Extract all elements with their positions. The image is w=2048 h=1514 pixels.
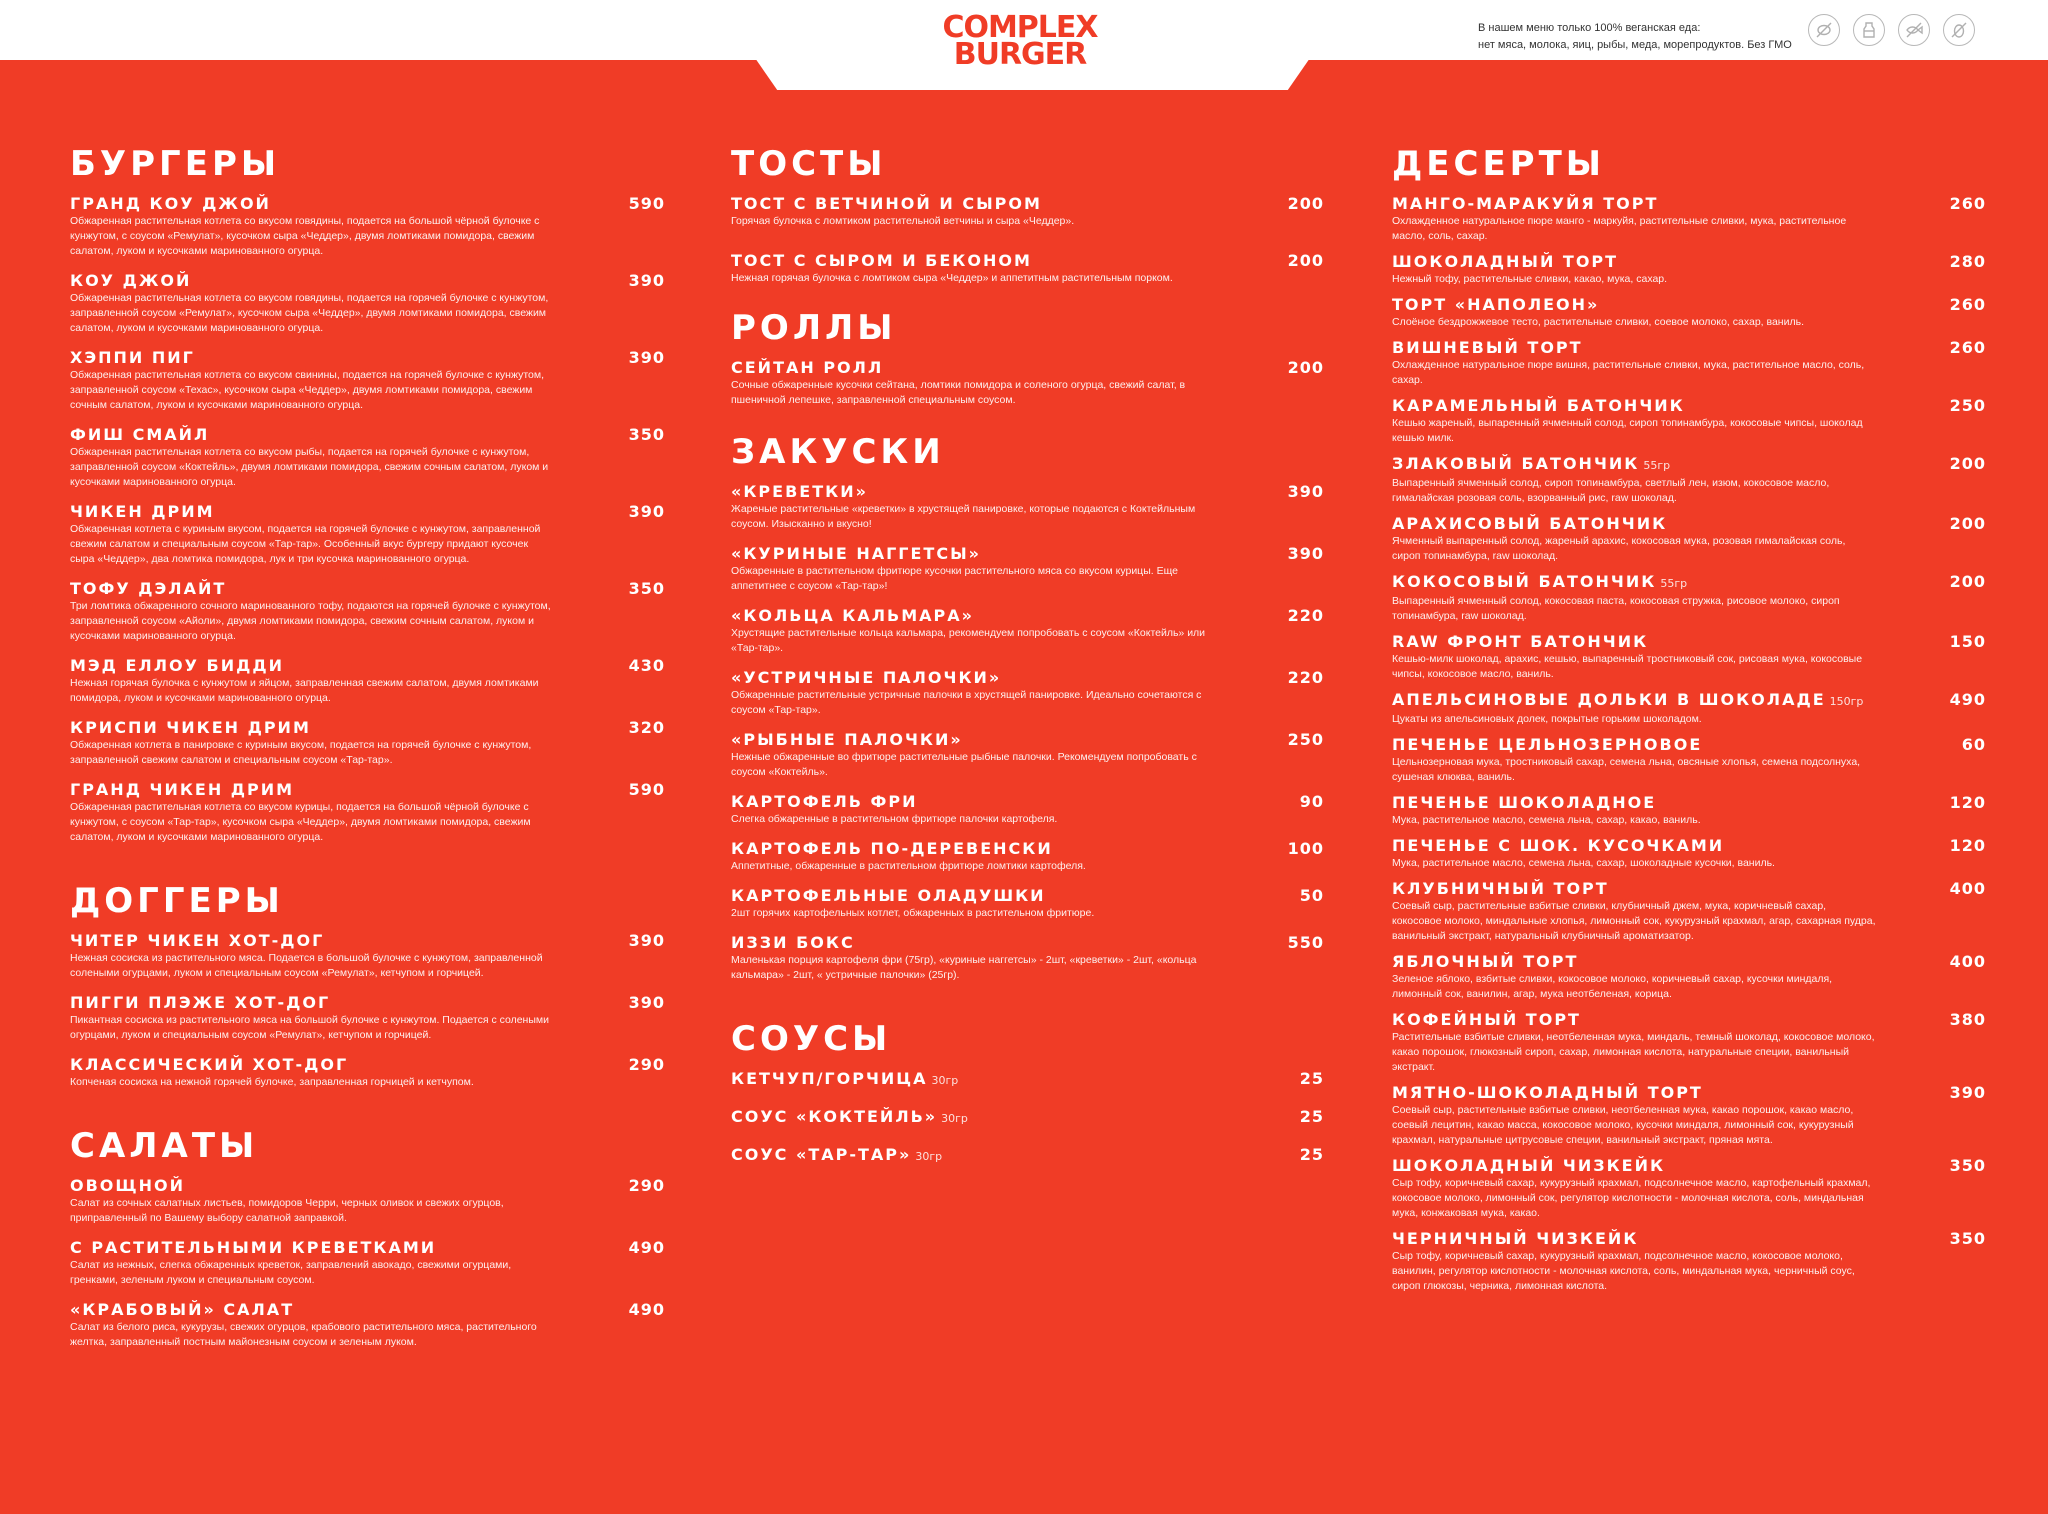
item-price: 250 xyxy=(1949,396,1986,415)
menu-item xyxy=(70,425,665,490)
item-price: 550 xyxy=(1287,933,1324,952)
item-name-line xyxy=(70,348,665,368)
item-name-line xyxy=(70,425,665,445)
item-name: МЭД ЕЛЛОУ БИДДИ xyxy=(70,656,284,675)
item-name-line xyxy=(70,931,665,951)
item-name-line xyxy=(1392,338,1986,358)
item-price: 400 xyxy=(1949,879,1986,898)
item-price: 260 xyxy=(1949,295,1986,314)
item-description: Выпаренный ячменный солод, сироп топинамбура, светлый лен, изюм, кокосовое масло, гималайская розовая соль, взорванный рис, raw шоколад. xyxy=(1392,477,1830,504)
item-description: Кешью жареный, выпаренный ячменный солод, сироп топинамбура, кокосовые чипсы, шоколад кешью милк. xyxy=(1392,417,1863,444)
menu-section xyxy=(731,1019,1324,1167)
item-description: Соевый сыр, растительные взбитые сливки, неотбеленная мука, какао порошок, какао масло, соевый лецитин, какао масса, кокосовое молоко, кусочки миндаля, лимонный сок, кукурузный крахмал, натуральные цитрусовые специи, ванильный экстракт, пряная мята. xyxy=(1392,1104,1854,1146)
menu-item xyxy=(731,544,1324,594)
item-name-line xyxy=(1392,735,1986,755)
diet-badges xyxy=(1808,14,1975,46)
item-price: 260 xyxy=(1949,194,1986,213)
item-name-line xyxy=(70,1055,665,1075)
section-title: ЗАКУСКИ xyxy=(731,432,945,472)
item-name: ЗЛАКОВЫЙ БАТОНЧИК xyxy=(1392,454,1640,473)
item-description: Соевый сыр, растительные взбитые сливки, клубничный джем, мука, коричневый сахар, кокосовое молоко, миндальные хлопья, лимонный сок, кукурузный крахмал, агар, сахарная пудра, ванильный экстракт, натуральный клубничный ароматизатор. xyxy=(1392,900,1876,942)
item-description: Обжаренная котлета в панировке с куриным вкусом, подается на горячей булочке с кунжутом, заправленной свежим салатом и специальным соусом «Тар-тар». xyxy=(70,739,532,766)
item-name: «РЫБНЫЕ ПАЛОЧКИ» xyxy=(731,730,963,749)
item-description: Растительные взбитые сливки, неотбеленная мука, миндаль, темный шоколад, кокосовое молоко, какао порошок, глюкозный сироп, сахар, лимонная кислота, натуральные специи, ванильный экстракт. xyxy=(1392,1031,1875,1073)
item-weight: 55гр xyxy=(1660,577,1688,590)
item-description: Салат из белого риса, кукурузы, свежих огурцов, крабового растительного мяса, растительного желтка, заправленный постным майонезным соусом и зеленым луком. xyxy=(70,1321,537,1348)
item-name-line xyxy=(731,544,1324,564)
menu-item xyxy=(70,993,665,1043)
item-price: 200 xyxy=(1287,358,1324,377)
item-name: КАРАМЕЛЬНЫЙ БАТОНЧИК xyxy=(1392,396,1685,415)
menu-item xyxy=(70,348,665,413)
item-price: 200 xyxy=(1287,194,1324,213)
item-name-line xyxy=(70,271,665,291)
menu-item xyxy=(731,1069,1324,1091)
item-name-line xyxy=(1392,952,1986,972)
menu-item xyxy=(1392,879,1986,944)
menu-item xyxy=(1392,632,1986,682)
item-name-line xyxy=(70,579,665,599)
item-description: Кешью-милк шоколад, арахис, кешью, выпаренный тростниковый сок, рисовая мука, кокосовые чипсы, кокосовое масло, ваниль. xyxy=(1392,653,1863,680)
item-name: КАРТОФЕЛЬ ПО-ДЕРЕВЕНСКИ xyxy=(731,839,1053,858)
menu-item xyxy=(1392,1156,1986,1221)
item-name: АПЕЛЬСИНОВЫЕ ДОЛЬКИ В ШОКОЛАДЕ xyxy=(1392,690,1826,709)
item-name-line xyxy=(1392,1083,1986,1103)
item-name-line xyxy=(1392,295,1986,315)
item-name: ПЕЧЕНЬЕ ЦЕЛЬНОЗЕРНОВОЕ xyxy=(1392,735,1703,754)
item-name: СЕЙТАН РОЛЛ xyxy=(731,358,884,377)
item-price: 390 xyxy=(628,271,665,290)
item-name: С РАСТИТЕЛЬНЫМИ КРЕВЕТКАМИ xyxy=(70,1238,437,1257)
item-name: ТОРТ «НАПОЛЕОН» xyxy=(1392,295,1600,314)
item-name: КАРТОФЕЛЬ ФРИ xyxy=(731,792,918,811)
section-title: СОУСЫ xyxy=(731,1019,892,1059)
item-name-line xyxy=(731,668,1324,688)
menu-item xyxy=(70,271,665,336)
item-price: 380 xyxy=(1949,1010,1986,1029)
item-name: RAW ФРОНТ БАТОНЧИК xyxy=(1392,632,1649,651)
menu-item xyxy=(731,730,1324,780)
item-name: КЕТЧУП/ГОРЧИЦА xyxy=(731,1069,928,1088)
item-name: ВИШНЕВЫЙ ТОРТ xyxy=(1392,338,1583,357)
item-description: Горячая булочка с ломтиком растительной ветчины и сыра «Чеддер». xyxy=(731,215,1075,227)
item-price: 200 xyxy=(1949,454,1986,473)
item-price: 490 xyxy=(1949,690,1986,709)
item-name-line xyxy=(1392,1010,1986,1030)
item-name-line xyxy=(70,993,665,1013)
menu-section xyxy=(70,144,665,845)
item-name-line xyxy=(1392,1229,1986,1249)
item-price: 200 xyxy=(1949,572,1986,591)
item-name: КАРТОФЕЛЬНЫЕ ОЛАДУШКИ xyxy=(731,886,1046,905)
item-description: Обжаренная котлета с куриным вкусом, подается на горячей булочке с кунжутом, заправленной свежим салатом и специальным соусом «Тар-тар». Особенный вкус бургеру придают кусочек сыра «Чеддер», два ломтика помидора, лук и три кусочка маринованного огурца. xyxy=(70,523,541,565)
item-name: ПЕЧЕНЬЕ ШОКОЛАДНОЕ xyxy=(1392,793,1657,812)
item-description: Сыр тофу, коричневый сахар, кукурузный крахмал, подсолнечное масло, картофельный крахмал, кокосовое молоко, лимонный сок, регулятор кислотности - молочная кислота, соль, миндальная мука, конжаковая мука, какао. xyxy=(1392,1177,1871,1219)
section-title: БУРГЕРЫ xyxy=(70,144,281,184)
item-name-line xyxy=(70,780,665,800)
item-name-line xyxy=(731,606,1324,626)
item-price: 490 xyxy=(628,1238,665,1257)
item-list xyxy=(731,358,1324,408)
menu-item xyxy=(731,792,1324,827)
menu-item xyxy=(1392,1229,1986,1294)
menu-item xyxy=(731,194,1324,229)
item-name-line xyxy=(70,1238,665,1258)
item-name: ТОСТ С СЫРОМ И БЕКОНОМ xyxy=(731,251,1032,270)
item-list xyxy=(70,194,665,845)
item-price: 280 xyxy=(1949,252,1986,271)
item-description: Салат из сочных салатных листьев, помидоров Черри, черных оливок и свежих огурцов, приправленный по Вашему выбору салатной заправкой. xyxy=(70,1197,504,1224)
item-description: Салат из нежных, слегка обжаренных креветок, заправлений авокадо, свежими огурцами, гренками, зеленым луком и специальным соусом. xyxy=(70,1259,512,1286)
menu-item xyxy=(1392,454,1986,506)
menu-section xyxy=(70,881,665,1090)
item-name: КОКОСОВЫЙ БАТОНЧИК xyxy=(1392,572,1657,591)
item-price: 50 xyxy=(1299,886,1324,905)
item-description: Слегка обжаренные в растительном фритюре палочки картофеля. xyxy=(731,813,1058,825)
item-price: 220 xyxy=(1287,606,1324,625)
no-egg-icon xyxy=(1943,14,1975,46)
item-description: Ячменный выпаренный солод, жареный арахис, кокосовая мука, розовая гималайская соль, сироп топинамбура, raw шоколад. xyxy=(1392,535,1846,562)
item-description: Нежная сосиска из растительного мяса. Подается в большой булочке с кунжутом, заправленной солеными огурцами, луком и специальным соусом «Ремулат», кетчупом и горчицей. xyxy=(70,952,543,979)
menu-item xyxy=(731,668,1324,718)
menu-item xyxy=(1392,194,1986,244)
item-name-line xyxy=(731,482,1324,502)
menu-item xyxy=(1392,572,1986,624)
item-price: 390 xyxy=(628,931,665,950)
item-description: Аппетитные, обжаренные в растительном фритюре ломтики картофеля. xyxy=(731,860,1086,872)
item-name-line xyxy=(1392,793,1986,813)
item-name-line xyxy=(1392,454,1986,476)
item-name: ЯБЛОЧНЫЙ ТОРТ xyxy=(1392,952,1579,971)
menu-item xyxy=(70,502,665,567)
menu-item xyxy=(731,839,1324,874)
item-name: «КУРИНЫЕ НАГГЕТСЫ» xyxy=(731,544,981,563)
item-name: МЯТНО-ШОКОЛАДНЫЙ ТОРТ xyxy=(1392,1083,1703,1102)
item-name-line xyxy=(70,1300,665,1320)
item-price: 260 xyxy=(1949,338,1986,357)
menu-item xyxy=(1392,690,1986,727)
item-name: «КОЛЬЦА КАЛЬМАРА» xyxy=(731,606,974,625)
item-name-line xyxy=(1392,252,1986,272)
item-name: ПЕЧЕНЬЕ С ШОК. КУСОЧКАМИ xyxy=(1392,836,1725,855)
item-price: 200 xyxy=(1287,251,1324,270)
item-list xyxy=(731,194,1324,286)
item-list xyxy=(731,482,1324,983)
menu-item xyxy=(70,780,665,845)
menu-item xyxy=(731,886,1324,921)
item-name-line xyxy=(731,194,1324,214)
item-name: «КРЕВЕТКИ» xyxy=(731,482,868,501)
menu-item xyxy=(731,482,1324,532)
item-price: 390 xyxy=(628,993,665,1012)
menu-section xyxy=(731,308,1324,408)
section-title: ДОГГЕРЫ xyxy=(70,881,284,921)
menu-item xyxy=(70,656,665,706)
menu-column-2 xyxy=(731,144,1324,1167)
item-name-line xyxy=(1392,514,1986,534)
logo-line-1: COMPLEX xyxy=(942,10,1098,45)
menu-item xyxy=(1392,295,1986,330)
menu-item xyxy=(1392,735,1986,785)
menu-item xyxy=(70,931,665,981)
item-name-line xyxy=(731,792,1324,812)
item-description: Обжаренные растительные устричные палочки в хрустящей панировке. Идеально сочетаются с соусом «Тар-тар». xyxy=(731,689,1202,716)
item-name: ОВОЩНОЙ xyxy=(70,1176,185,1195)
item-weight: 55гр xyxy=(1643,459,1671,472)
item-name: «УСТРИЧНЫЕ ПАЛОЧКИ» xyxy=(731,668,1002,687)
menu-item xyxy=(1392,1010,1986,1075)
item-name-line xyxy=(1392,836,1986,856)
item-list xyxy=(70,1176,665,1350)
item-name: КРИСПИ ЧИКЕН ДРИМ xyxy=(70,718,311,737)
item-weight: 30гр xyxy=(931,1074,959,1087)
item-description: Обжаренная растительная котлета со вкусом рыбы, подается на горячей булочке с кунжутом, заправленной соусом «Коктейль», двумя ломтиками помидора, свежим сочным салатом, луком и кусочками маринованного огурца. xyxy=(70,446,549,488)
menu-item xyxy=(70,1176,665,1226)
item-description: Три ломтика обжаренного сочного маринованного тофу, подаются на горячей булочке с кунжутом, заправленной соусом «Айоли», двумя ломтиками помидора, свежим сочным салатом, луком и кусочками маринованного огурца. xyxy=(70,600,551,642)
no-fish-icon xyxy=(1898,14,1930,46)
item-description: Охлажденное натуральное пюре манго - маркуйя, растительные сливки, мука, растительное масло, соль, сахар. xyxy=(1392,215,1847,242)
item-price: 120 xyxy=(1949,836,1986,855)
item-description: Мука, растительное масло, семена льна, сахар, шоколадные кусочки, ваниль. xyxy=(1392,857,1775,869)
item-description: Нежные обжаренные во фритюре растительные рыбные палочки. Рекомендуем попробовать с соусом «Коктейль». xyxy=(731,751,1197,778)
item-price: 590 xyxy=(628,194,665,213)
item-price: 350 xyxy=(628,579,665,598)
item-name: ГРАНД ЧИКЕН ДРИМ xyxy=(70,780,295,799)
menu-item xyxy=(731,1145,1324,1167)
brand-logo xyxy=(890,10,1150,72)
item-name-line xyxy=(70,502,665,522)
item-description: Маленькая порция картофеля фри (75гр), «куриные наггетсы» - 2шт, «креветки» - 2шт, «кольца кальмара» - 2шт, « устричные палочки» (25гр). xyxy=(731,954,1197,981)
menu-item xyxy=(70,718,665,768)
menu-item xyxy=(70,194,665,259)
menu-item xyxy=(731,606,1324,656)
item-price: 220 xyxy=(1287,668,1324,687)
menu-item xyxy=(70,579,665,644)
menu-column-3 xyxy=(1392,144,1986,1294)
menu-item xyxy=(70,1300,665,1350)
item-description: 2шт горячих картофельных котлет, обжаренных в растительном фритюре. xyxy=(731,907,1095,919)
item-price: 90 xyxy=(1299,792,1324,811)
section-title: САЛАТЫ xyxy=(70,1126,259,1166)
menu-section xyxy=(731,432,1324,983)
menu-section xyxy=(1392,144,1986,1294)
item-price: 390 xyxy=(1287,544,1324,563)
item-name-line xyxy=(1392,690,1986,712)
item-description: Обжаренные в растительном фритюре кусочки растительного мяса со вкусом курицы. Еще аппетитнее с соусом «Тар-тар»! xyxy=(731,565,1178,592)
item-description: Нежный тофу, растительные сливки, какао, мука, сахар. xyxy=(1392,273,1668,285)
item-name-line xyxy=(731,1145,1324,1167)
item-description: Нежная горячая булочка с кунжутом и яйцом, заправленная свежим салатом, двумя ломтиками помидора, луком и кусочками маринованного огурца. xyxy=(70,677,539,704)
menu-item xyxy=(70,1055,665,1090)
item-name: КЛАССИЧЕСКИЙ ХОТ-ДОГ xyxy=(70,1055,349,1074)
menu-item xyxy=(731,1107,1324,1129)
item-name-line xyxy=(70,194,665,214)
menu-item xyxy=(731,251,1324,286)
item-name: СОУС «ТАР-ТАР» xyxy=(731,1145,912,1164)
menu-item xyxy=(1392,1083,1986,1148)
item-name-line xyxy=(1392,632,1986,652)
vegan-notice xyxy=(1478,20,1818,54)
item-name: СОУС «КОКТЕЙЛЬ» xyxy=(731,1107,938,1126)
item-description: Жареные растительные «креветки» в хрустящей панировке, которые подаются с Коктейльным соусом. Изысканно и вкусно! xyxy=(731,503,1196,530)
item-description: Сочные обжаренные кусочки сейтана, ломтики помидора и соленого огурца, свежий салат, в пшеничной лепешке, заправленной специальным соусом. xyxy=(731,379,1186,406)
item-name-line xyxy=(731,1069,1324,1091)
item-price: 150 xyxy=(1949,632,1986,651)
item-name-line xyxy=(70,718,665,738)
item-name-line xyxy=(1392,572,1986,594)
item-name: ШОКОЛАДНЫЙ ЧИЗКЕЙК xyxy=(1392,1156,1666,1175)
item-name: МАНГО-МАРАКУЙЯ ТОРТ xyxy=(1392,194,1659,213)
item-name-line xyxy=(70,1176,665,1196)
item-description: Зеленое яблоко, взбитые сливки, кокосовое молоко, коричневый сахар, кусочки миндаля, лимонный сок, ванилин, агар, мука неотбеленая, корица. xyxy=(1392,973,1833,1000)
item-weight: 150гр xyxy=(1829,695,1864,708)
item-name: ГРАНД КОУ ДЖОЙ xyxy=(70,194,271,213)
item-price: 400 xyxy=(1949,952,1986,971)
menu-item xyxy=(1392,396,1986,446)
item-price: 390 xyxy=(1287,482,1324,501)
item-name: ЧЕРНИЧНЫЙ ЧИЗКЕЙК xyxy=(1392,1229,1639,1248)
item-name: ФИШ СМАЙЛ xyxy=(70,425,210,444)
item-description: Слоёное бездрожжевое тесто, растительные сливки, соевое молоко, сахар, ваниль. xyxy=(1392,316,1804,328)
item-description: Обжаренная растительная котлета со вкусом свинины, подается на горячей булочке с кунжутом, заправленной соусом «Техас», кусочком сыра «Чеддер», двумя ломтиками помидора, свежим сочным салатом, луком и кусочками маринованного огурца. xyxy=(70,369,545,411)
item-description: Обжаренная растительная котлета со вкусом говядины, подается на большой чёрной булочке с кунжутом, с соусом «Ремулат», кусочком сыра «Чеддер», двумя ломтиками помидора, свежим салатом, луком и кусочками маринованного огурца. xyxy=(70,215,540,257)
item-description: Сыр тофу, коричневый сахар, кукурузный крахмал, подсолнечное масло, кокосовое молоко, ванилин, регулятор кислотности - молочная кислота, соль, миндальная мука, черничный соус, сироп глюкозы, черника, лимонная кислота. xyxy=(1392,1250,1855,1292)
item-price: 350 xyxy=(1949,1229,1986,1248)
item-price: 590 xyxy=(628,780,665,799)
item-name-line xyxy=(731,933,1324,953)
item-price: 350 xyxy=(628,425,665,444)
item-price: 350 xyxy=(1949,1156,1986,1175)
item-price: 200 xyxy=(1949,514,1986,533)
item-name-line xyxy=(731,730,1324,750)
menu-item xyxy=(731,358,1324,408)
item-price: 390 xyxy=(628,502,665,521)
item-name-line xyxy=(731,839,1324,859)
item-name: ТОСТ С ВЕТЧИНОЙ И СЫРОМ xyxy=(731,194,1042,213)
item-description: Выпаренный ячменный солод, кокосовая паста, кокосовая стружка, рисовое молоко, сироп топинамбура, raw шоколад. xyxy=(1392,595,1840,622)
item-name: ПИГГИ ПЛЭЖЕ ХОТ-ДОГ xyxy=(70,993,331,1012)
item-name: ТОФУ ДЭЛАЙТ xyxy=(70,579,227,598)
menu-item xyxy=(70,1238,665,1288)
section-title: РОЛЛЫ xyxy=(731,308,897,348)
item-description: Цукаты из апельсиновых долек, покрытые горьким шоколадом. xyxy=(1392,713,1702,725)
item-name: КОУ ДЖОЙ xyxy=(70,271,192,290)
item-name: АРАХИСОВЫЙ БАТОНЧИК xyxy=(1392,514,1668,533)
item-name: «КРАБОВЫЙ» САЛАТ xyxy=(70,1300,295,1319)
menu-column-1 xyxy=(70,144,665,1350)
item-description: Обжаренная растительная котлета со вкусом курицы, подается на большой чёрной булочке с кунжутом, с соусом «Тар-тар», кусочком сыра «Чеддер», двумя ломтиками помидора, свежим салатом, луком и кусочками маринованного огурца. xyxy=(70,801,531,843)
menu-item xyxy=(1392,252,1986,287)
item-list xyxy=(1392,194,1986,1294)
item-description: Копченая сосиска на нежной горячей булочке, заправленная горчицей и кетчупом. xyxy=(70,1076,474,1088)
item-description: Нежная горячая булочка с ломтиком сыра «Чеддер» и аппетитным растительным порком. xyxy=(731,272,1173,284)
no-meat-icon xyxy=(1808,14,1840,46)
menu-item xyxy=(1392,836,1986,871)
item-weight: 30гр xyxy=(915,1150,943,1163)
item-description: Хрустящие растительные кольца кальмара, рекомендуем попробовать с соусом «Коктейль» или «Тар-тар». xyxy=(731,627,1206,654)
item-price: 430 xyxy=(628,656,665,675)
item-price: 25 xyxy=(1299,1069,1324,1088)
item-name: ШОКОЛАДНЫЙ ТОРТ xyxy=(1392,252,1619,271)
item-price: 390 xyxy=(1949,1083,1986,1102)
notice-line-1: В нашем меню только 100% веганская еда: xyxy=(1478,22,1701,34)
menu-item xyxy=(1392,338,1986,388)
menu-item xyxy=(1392,952,1986,1002)
item-name-line xyxy=(731,886,1324,906)
item-name-line xyxy=(1392,879,1986,899)
item-description: Пикантная сосиска из растительного мяса на большой булочке с кунжутом. Подается с солеными огурцами, луком и специальным соусом «Ремулат», кетчупом и горчицей. xyxy=(70,1014,549,1041)
menu-section xyxy=(731,144,1324,286)
notice-line-2: нет мяса, молока, яиц, рыбы, меда, морепродуктов. Без ГМО xyxy=(1478,39,1792,51)
item-price: 25 xyxy=(1299,1107,1324,1126)
item-description: Охлажденное натуральное пюре вишня, растительные сливки, мука, растительное масло, соль, сахар. xyxy=(1392,359,1865,386)
item-list xyxy=(731,1069,1324,1167)
item-price: 25 xyxy=(1299,1145,1324,1164)
item-name-line xyxy=(1392,1156,1986,1176)
item-price: 100 xyxy=(1287,839,1324,858)
item-name-line xyxy=(70,656,665,676)
item-name: ИЗЗИ БОКС xyxy=(731,933,855,952)
item-list xyxy=(70,931,665,1090)
item-price: 120 xyxy=(1949,793,1986,812)
item-name: ЧИТЕР ЧИКЕН ХОТ-ДОГ xyxy=(70,931,325,950)
item-name-line xyxy=(731,358,1324,378)
item-name: КОФЕЙНЫЙ ТОРТ xyxy=(1392,1010,1581,1029)
item-name-line xyxy=(731,1107,1324,1129)
item-price: 390 xyxy=(628,348,665,367)
item-price: 490 xyxy=(628,1300,665,1319)
menu-item xyxy=(731,933,1324,983)
item-weight: 30гр xyxy=(941,1112,968,1125)
item-name: ЧИКЕН ДРИМ xyxy=(70,502,215,521)
item-name-line xyxy=(731,251,1324,271)
item-name-line xyxy=(1392,194,1986,214)
section-title: ДЕСЕРТЫ xyxy=(1392,144,1606,184)
item-description: Цельнозерновая мука, тростниковый сахар, семена льна, овсяные хлопья, семена подсолнуха, сушеная клюква, ваниль. xyxy=(1392,756,1861,783)
no-milk-icon xyxy=(1853,14,1885,46)
item-name-line xyxy=(1392,396,1986,416)
item-price: 290 xyxy=(628,1055,665,1074)
logo-line-2: BURGER xyxy=(953,37,1087,72)
item-price: 290 xyxy=(628,1176,665,1195)
item-price: 320 xyxy=(628,718,665,737)
item-price: 250 xyxy=(1287,730,1324,749)
item-name: ХЭППИ ПИГ xyxy=(70,348,195,367)
item-description: Мука, растительное масло, семена льна, сахар, какао, ваниль. xyxy=(1392,814,1701,826)
item-price: 60 xyxy=(1961,735,1986,754)
section-title: ТОСТЫ xyxy=(731,144,887,184)
menu-section xyxy=(70,1126,665,1350)
menu-item xyxy=(1392,793,1986,828)
menu-item xyxy=(1392,514,1986,564)
item-name: КЛУБНИЧНЫЙ ТОРТ xyxy=(1392,879,1609,898)
item-description: Обжаренная растительная котлета со вкусом говядины, подается на горячей булочке с кунжутом, заправленной соусом «Ремулат», кусочком сыра «Чеддер», двумя ломтиками помидора, свежим салатом, луком и кусочками маринованного огурца. xyxy=(70,292,549,334)
